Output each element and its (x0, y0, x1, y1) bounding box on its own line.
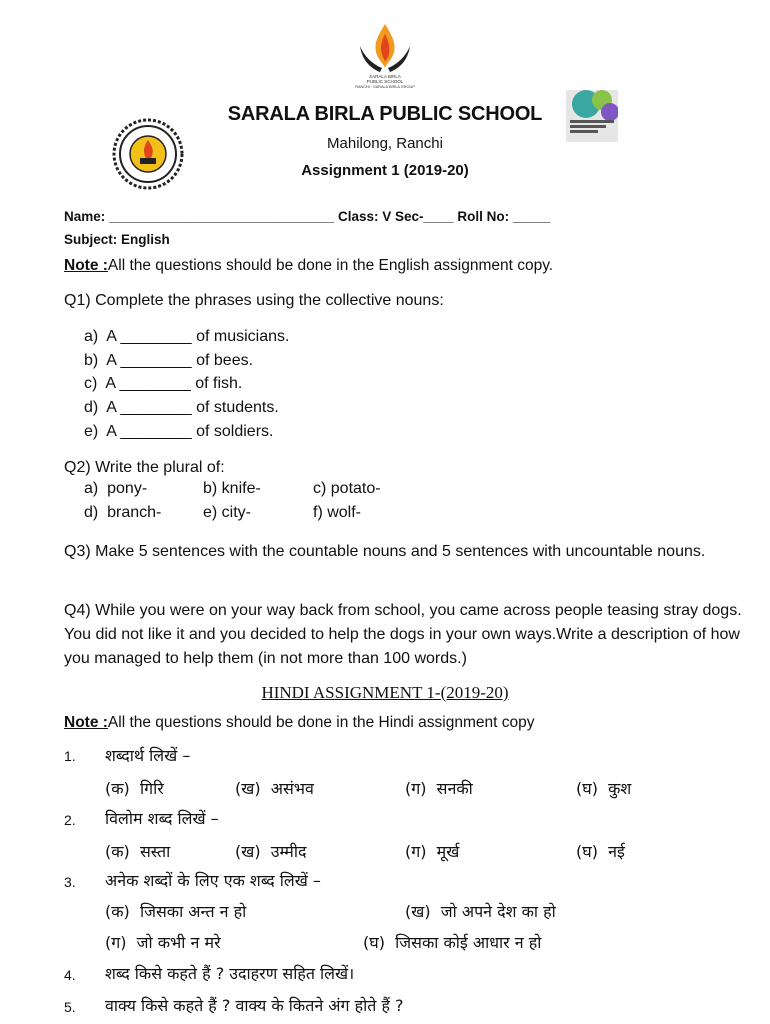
list-item: (ख) असंभव (235, 779, 314, 798)
school-logo (330, 20, 440, 90)
note-text: All the questions should be done in the Hindi assignment copy (107, 714, 535, 731)
list-item: (क) जिसका अन्त न हो (105, 902, 247, 921)
school-location: Mahilong, Ranchi (327, 135, 443, 152)
question-1-items (84, 325, 289, 444)
assignment-title: Assignment 1 (2019-20) (301, 162, 469, 179)
list-item: d) branch- (84, 504, 162, 521)
list-item: e) city- (203, 504, 251, 521)
list-item: (ख) जो अपने देश का हो (405, 902, 556, 921)
list-item: a) pony- (84, 480, 148, 497)
school-emblem (112, 118, 184, 190)
list-item: (ग) सनकी (405, 779, 473, 798)
hindi-note (64, 714, 534, 732)
list-item: (ख) उम्मीद (235, 842, 307, 861)
hindi-heading: HINDI ASSIGNMENT 1-(2019-20) (261, 683, 509, 702)
hindi-q2-text: विलोम शब्द लिखें – (105, 809, 219, 828)
list-item: b) A ________ of bees. (84, 351, 254, 369)
question-4: Q4) While you were on your way back from school, you came across people teasing stray dogs. You did not like it and you decided to help the dogs in your own ways.Write a description of how you managed to help them (in not more than 100 words.) (64, 602, 742, 667)
list-item: d) A ________ of students. (84, 399, 279, 417)
question-1: Q1) Complete the phrases using the collective nouns: (64, 292, 444, 309)
list-item: b) knife- (203, 480, 261, 497)
list-item: (घ) जिसका कोई आधार न हो (363, 933, 542, 952)
note-text: All the questions should be done in the English assignment copy. (107, 257, 554, 274)
hindi-q3-number: 3. (64, 874, 76, 890)
svg-text:SARALA BIRLA: SARALA BIRLA (369, 74, 401, 79)
list-item: c) A ________ of fish. (84, 375, 243, 393)
list-item: a) A ________ of musicians. (84, 328, 290, 345)
hindi-q2-number: 2. (64, 812, 76, 828)
question-2: Q2) Write the plural of: (64, 459, 225, 476)
subject-line: Subject: English (64, 232, 170, 247)
note-label: Note : (64, 257, 108, 274)
school-name: SARALA BIRLA PUBLIC SCHOOL (227, 103, 543, 125)
list-item: (घ) कुश (576, 779, 632, 798)
hindi-q4-text: शब्द किसे कहते हैं ? उदाहरण सहित लिखें। (105, 964, 355, 983)
list-item: (ग) मूर्ख (405, 842, 460, 861)
english-note (64, 257, 553, 275)
hindi-q1-number: 1. (64, 748, 76, 764)
hindi-q4-number: 4. (64, 967, 76, 983)
question-3: Q3) Make 5 sentences with the countable nouns and 5 sentences with uncountable nouns. (64, 543, 706, 560)
note-label: Note : (64, 714, 108, 731)
hindi-q1-text: शब्दार्थ लिखें – (105, 746, 191, 765)
name-class-roll-line: Name: ______________________________ Class: V Sec-____ Roll No: _____ (64, 209, 551, 224)
hindi-q5-number: 5. (64, 999, 76, 1015)
list-item: f) wolf- (313, 504, 361, 521)
list-item: (ग) जो कभी न मरे (105, 933, 221, 952)
hindi-q5-text: वाक्य किसे कहते हैं ? वाक्य के कितने अंग होते हैं ? (105, 996, 404, 1015)
list-item: (क) गिरि (105, 779, 164, 798)
list-item: e) A ________ of soldiers. (84, 422, 274, 440)
svg-text:RANCHI · SARALA BIRLA GROUP: RANCHI · SARALA BIRLA GROUP (355, 85, 415, 89)
hindi-q3-text: अनेक शब्दों के लिए एक शब्द लिखें – (105, 871, 321, 890)
list-item: c) potato- (313, 480, 381, 497)
list-item: (घ) नई (576, 842, 625, 861)
svg-text:PUBLIC SCHOOL: PUBLIC SCHOOL (366, 79, 404, 84)
list-item: (क) सस्ता (105, 842, 171, 861)
